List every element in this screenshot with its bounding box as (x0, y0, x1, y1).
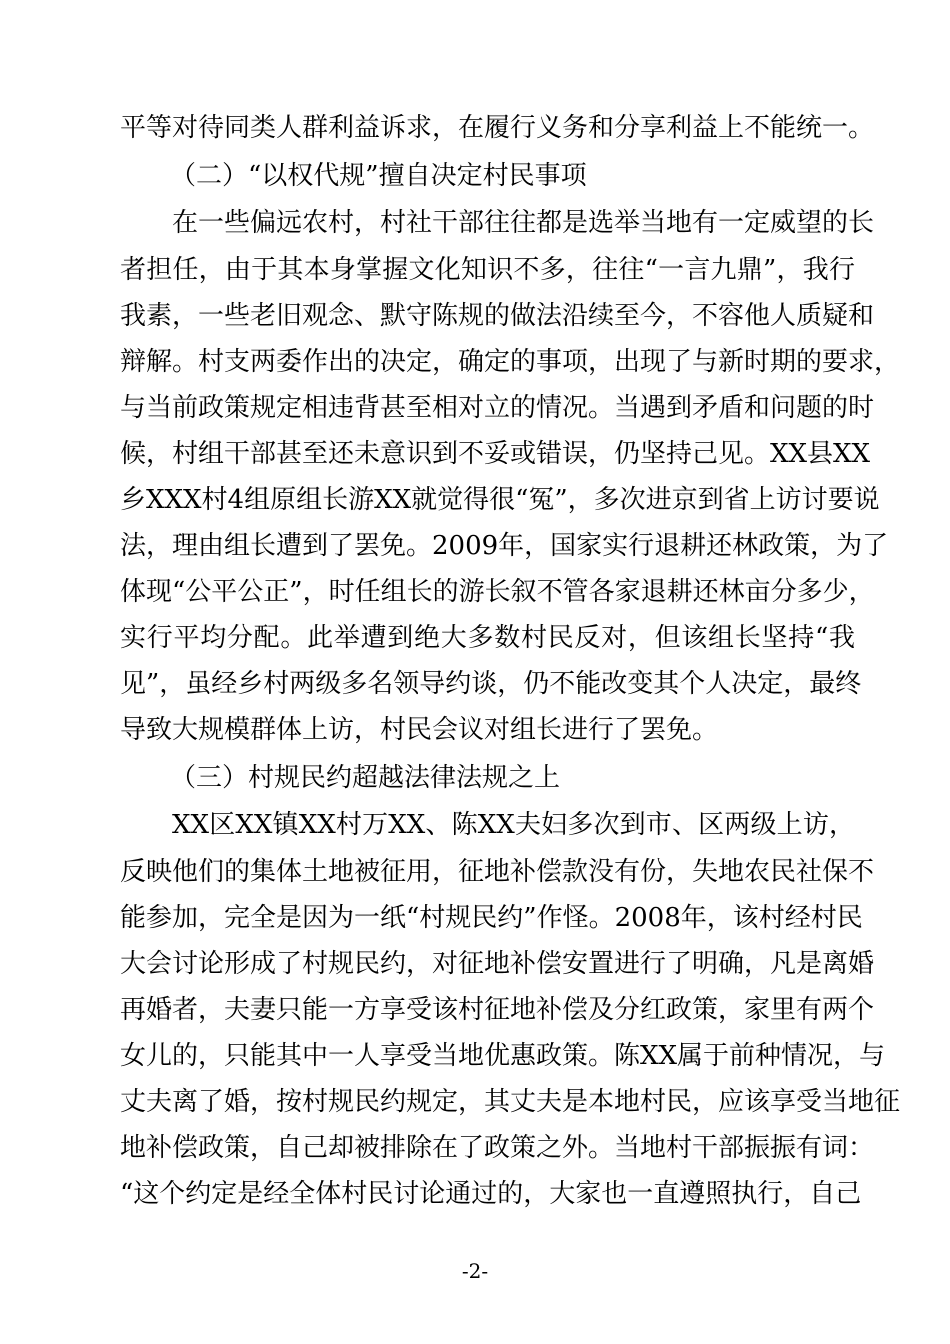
paragraph-line: 者担任，由于其本身掌握文化知识不多，往往“一言九鼎”，我行 (120, 255, 855, 285)
paragraph-line: 辩解。村支两委作出的决定，确定的事项，出现了与新时期的要求， (120, 347, 901, 377)
paragraph-line: 在一些偏远农村，村社干部往往都是选举当地有一定威望的长 (172, 208, 875, 238)
page-number: -2- (461, 1259, 489, 1283)
paragraph-line: 大会讨论形成了村规民约，对征地补偿安置进行了明确，凡是离婚 (120, 949, 875, 979)
paragraph-line: 体现“公平公正”，时任组长的游长叙不管各家退耕还林亩分多少， (120, 577, 875, 607)
paragraph-line: 反映他们的集体土地被征用，征地补偿款没有份，失地农民社保不 (120, 857, 875, 887)
paragraph-line: 实行平均分配。此举遭到绝大多数村民反对，但该组长坚持“我 (120, 623, 855, 653)
paragraph-line: 乡XXX村4组原组长游XX就觉得很“冤”，多次进京到省上访讨要说 (120, 485, 880, 515)
paragraph-line: 导致大规模群体上访，村民会议对组长进行了罢免。 (120, 715, 719, 745)
paragraph-line: 法，理由组长遭到了罢免。2009年，国家实行退耕还林政策，为了 (120, 531, 889, 561)
paragraph-line: 能参加，完全是因为一纸“村规民约”作怪。2008年，该村经村民 (120, 903, 863, 933)
paragraph-line: 地补偿政策，自己却被排除在了政策之外。当地村干部振振有词： (120, 1133, 875, 1163)
paragraph-line: 与当前政策规定相违背甚至相对立的情况。当遇到矛盾和问题的时 (120, 393, 875, 423)
paragraph-line: 女儿的，只能其中一人享受当地优惠政策。陈XX属于前种情况，与 (120, 1041, 886, 1071)
section-heading-3: （三）村规民约超越法律法规之上 (170, 763, 561, 793)
paragraph-line: 候，村组干部甚至还未意识到不妥或错误，仍坚持己见。XX县XX (120, 439, 871, 469)
paragraph-line: XX区XX镇XX村万XX、陈XX夫妇多次到市、区两级上访， (172, 810, 855, 840)
section-heading-2: （二）“以权代规”擅自决定村民事项 (170, 161, 587, 191)
paragraph-line: 见”，虽经乡村两级多名领导约谈，仍不能改变其个人决定，最终 (120, 669, 862, 699)
paragraph-line: “这个约定是经全体村民讨论通过的，大家也一直遵照执行，自己 (120, 1179, 862, 1209)
paragraph-line: 再婚者，夫妻只能一方享受该村征地补偿及分红政策，家里有两个 (120, 995, 875, 1025)
paragraph-line: 我素，一些老旧观念、默守陈规的做法沿续至今，不容他人质疑和 (120, 301, 875, 331)
paragraph-line: 平等对待同类人群利益诉求，在履行义务和分享利益上不能统一。 (120, 113, 875, 143)
paragraph-line: 丈夫离了婚，按村规民约规定，其丈夫是本地村民，应该享受当地征 (120, 1087, 901, 1117)
